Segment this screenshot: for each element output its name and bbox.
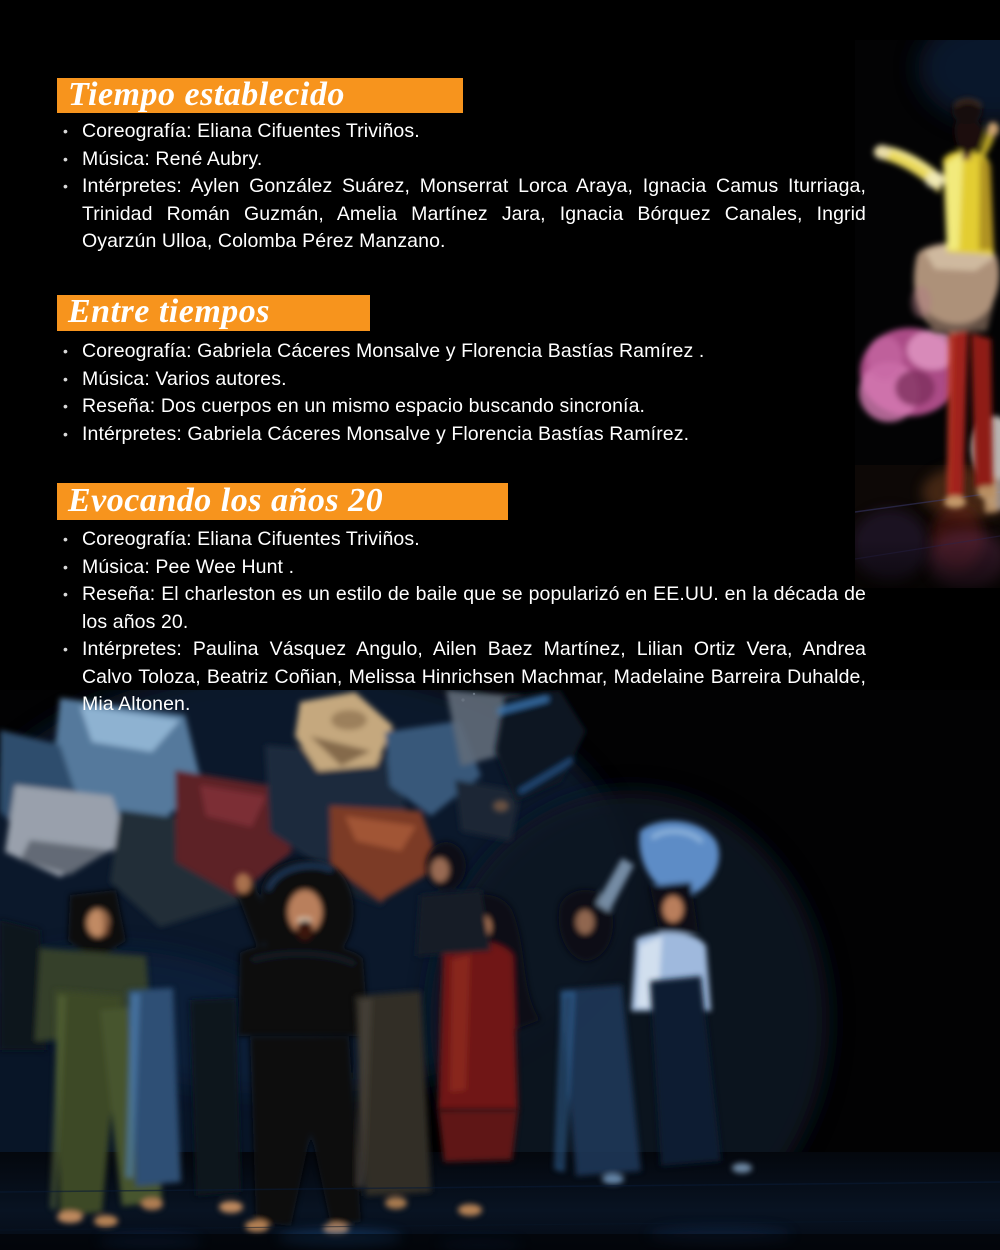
bullet-icon: • xyxy=(63,398,68,414)
list-item xyxy=(57,338,866,366)
bullet-icon: • xyxy=(63,641,68,657)
bullet-icon: • xyxy=(63,150,68,167)
section-title: Evocando los años 20 xyxy=(68,481,384,519)
bullet-icon: • xyxy=(63,178,68,194)
stage-photo-group-dance xyxy=(0,690,1000,1250)
section-title-bar xyxy=(57,483,508,520)
section-tiempo-establecido xyxy=(57,75,866,256)
credit-choreography: Coreografía: Eliana Cifuentes Triviños. xyxy=(82,120,420,142)
credit-review: Reseña: Dos cuerpos en un mismo espacio buscando sincronía. xyxy=(82,395,646,417)
credit-music: Música: Varios autores. xyxy=(82,367,287,390)
credit-music: Música: Pee Wee Hunt . xyxy=(82,555,295,578)
list-item xyxy=(57,393,866,421)
credit-music: Música: René Aubry. xyxy=(82,147,263,170)
list-item xyxy=(57,366,866,394)
credit-performers: Intérpretes: Paulina Vásquez Angulo, Ailen Baez Martínez, Lilian Ortiz Vera, Andrea Calvo Toloza, Beatriz Coñian, Melissa Hinrichsen Machmar, Madelaine Barreira Duhalde, Mia Altonen. xyxy=(82,638,866,715)
bullet-icon: • xyxy=(63,370,68,387)
tutu-dancer-illustration xyxy=(855,40,1000,588)
list-item xyxy=(57,581,866,636)
list-item xyxy=(57,173,866,256)
section-entre-tiempos xyxy=(57,295,866,448)
section-title: Tiempo establecido xyxy=(68,75,345,113)
list-item xyxy=(57,554,866,582)
credit-choreography: Coreografía: Eliana Cifuentes Triviños. xyxy=(82,528,420,550)
bullet-icon: • xyxy=(63,558,68,575)
credit-list xyxy=(57,338,866,448)
bullet-icon: • xyxy=(63,531,68,547)
section-title-bar xyxy=(57,75,463,113)
section-title-bar xyxy=(57,295,370,331)
list-item xyxy=(57,636,866,719)
credit-list xyxy=(57,118,866,256)
credit-list xyxy=(57,526,866,719)
section-evocando-los-anos-20 xyxy=(57,483,866,719)
list-item xyxy=(57,146,866,174)
bullet-icon: • xyxy=(63,586,68,602)
list-item xyxy=(57,118,866,146)
bullet-icon: • xyxy=(63,123,68,139)
bullet-icon: • xyxy=(63,343,68,359)
credit-choreography: Coreografía: Gabriela Cáceres Monsalve y Florencia Bastías Ramírez . xyxy=(82,340,705,362)
credit-performers: Intérpretes: Aylen González Suárez, Monserrat Lorca Araya, Ignacia Camus Iturriaga, Trinidad Román Guzmán, Amelia Martínez Jara, Ignacia Bórquez Canales, Ingrid Oyarzún Ulloa, Colomba Pérez Manzano. xyxy=(82,175,866,252)
list-item xyxy=(57,421,866,449)
credit-review: Reseña: El charleston es un estilo de baile que se popularizó en EE.UU. en la década de los años 20. xyxy=(82,583,866,633)
stage-photo-tutu-dancer xyxy=(855,40,1000,588)
list-item xyxy=(57,526,866,554)
credit-performers: Intérpretes: Gabriela Cáceres Monsalve y Florencia Bastías Ramírez. xyxy=(82,422,690,445)
bullet-icon: • xyxy=(63,425,68,442)
section-title: Entre tiempos xyxy=(68,293,271,330)
group-dance-illustration xyxy=(0,690,1000,1250)
